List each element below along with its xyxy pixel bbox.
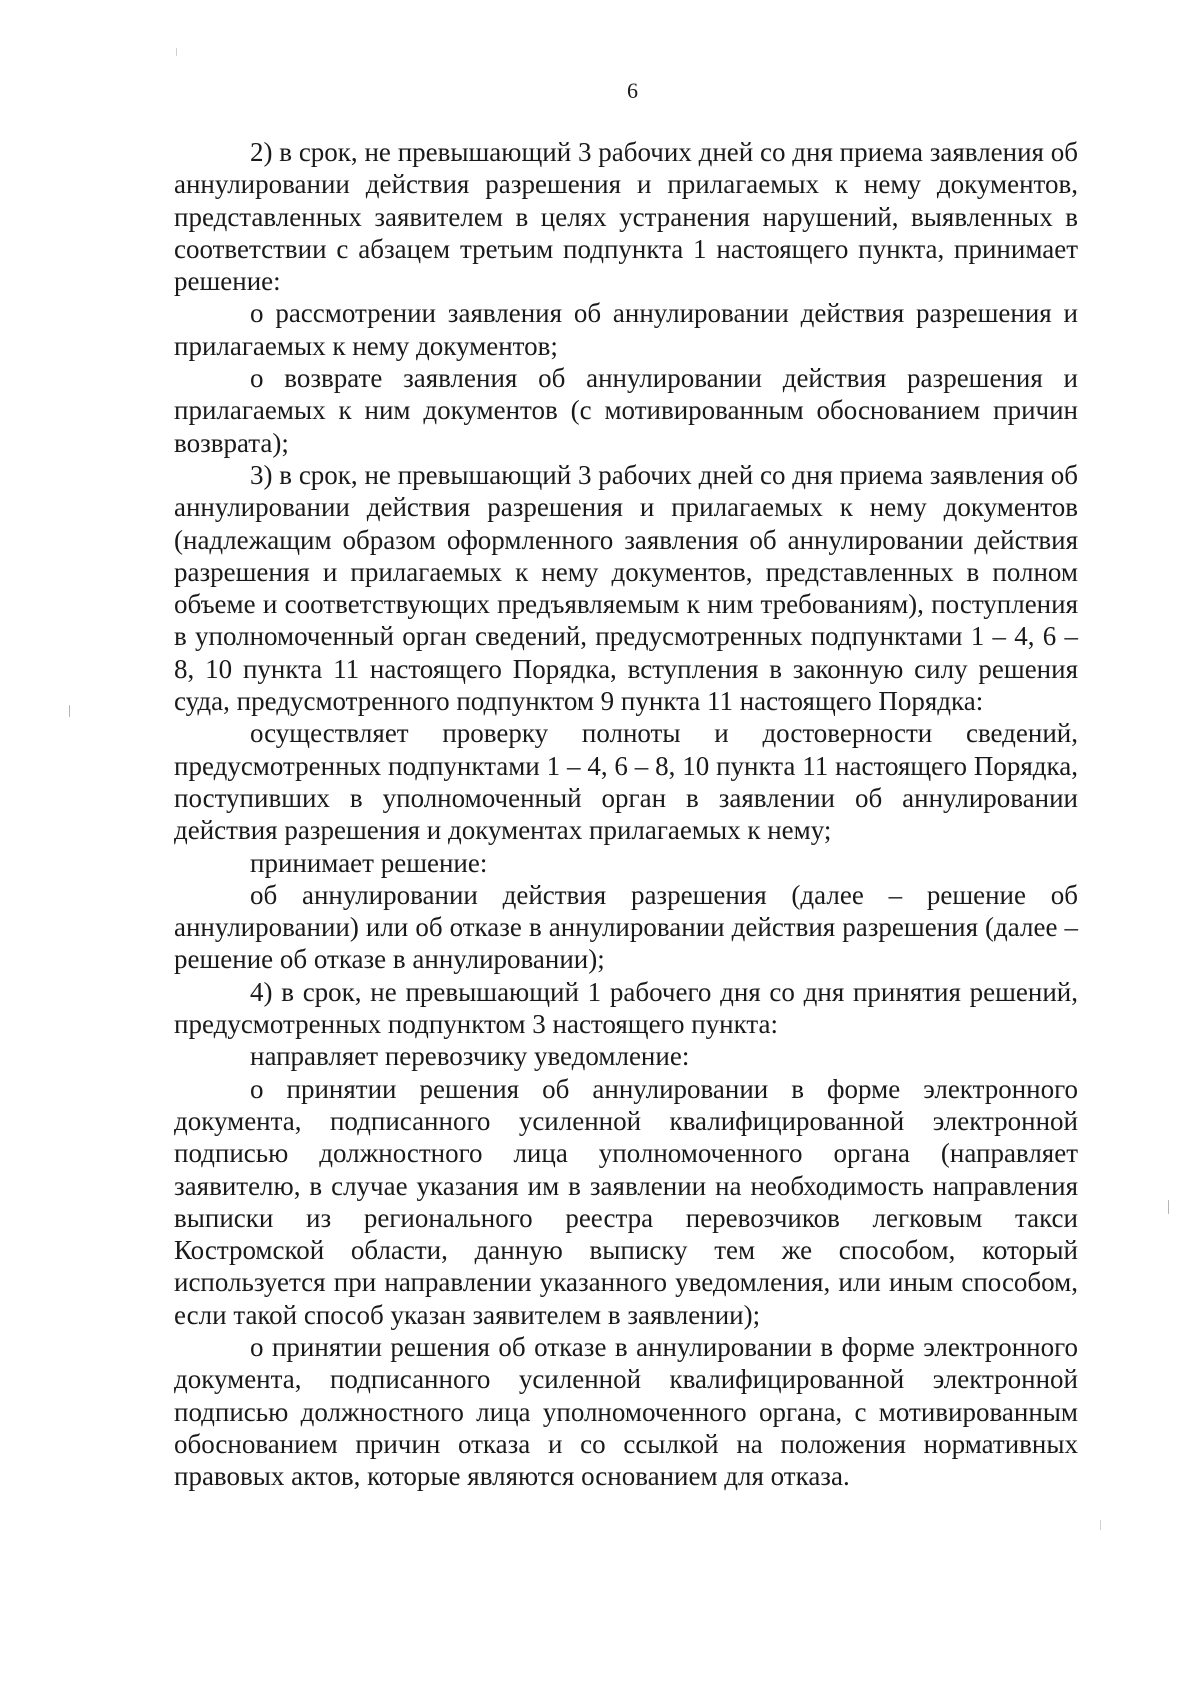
document-body	[174, 136, 1078, 1492]
paragraph-decision-consider: о рассмотрении заявления об аннулировании действия разрешения и прилагаемых к нему документов;	[174, 298, 1078, 361]
paragraph-decision-types: об аннулировании действия разрешения (далее – решение об аннулировании) или об отказе в аннулировании действия разрешения (далее – решение об отказе в аннулировании);	[174, 879, 1078, 975]
scan-speck	[1100, 1520, 1101, 1530]
paragraph-notice-annulment: о принятии решения об аннулировании в форме электронного документа, подписанного усиленной квалифицированной электронной подписью должностного лица уполномоченного органа (направляет заявителю, в случае указания им в заявлении на необходимость направления выписки из регионального реестра перевозчиков легковым такси Костромской области, данную выписку тем же способом, который используется при направлении указанного уведомления, или иным способом, если такой способ указан заявителем в заявлении);	[174, 1073, 1078, 1330]
page-number: 6	[627, 78, 638, 103]
paragraph-item-4: 4) в срок, не превышающий 1 рабочего дня со дня принятия решений, предусмотренных подпунктом 3 настоящего пункта:	[174, 976, 1078, 1040]
paragraph-sends-notice: направляет перевозчику уведомление:	[250, 1041, 690, 1072]
paragraph-notice-refusal: о принятии решения об отказе в аннулировании в форме электронного документа, подписанного усиленной квалифицированной электронной подписью должностного лица уполномоченного органа, с мотивированным обоснованием причин отказа и со ссылкой на положения нормативных правовых актов, которые являются основанием для отказа.	[174, 1331, 1078, 1492]
paragraph-item-2: 2) в срок, не превышающий 3 рабочих дней со дня приема заявления об аннулировании действия разрешения и прилагаемых к нему документов, представленных заявителем в целях устранения нарушений, выявленных в соответствии с абзацем третьим подпункта 1 настоящего пункта, принимает решение:	[174, 137, 1078, 297]
paragraph-verification: осуществляет проверку полноты и достоверности сведений, предусмотренных подпунктами 1 – 4, 6 – 8, 10 пункта 11 настоящего Порядка, поступивших в уполномоченный орган в заявлении об аннулировании действия разрешения и документах прилагаемых к нему;	[174, 718, 1078, 846]
scan-speck	[176, 48, 177, 56]
scan-speck	[1168, 1200, 1169, 1214]
paragraph-decision-return: о возврате заявления об аннулировании действия разрешения и прилагаемых к ним документов (с мотивированным обоснованием причин возврата);	[174, 363, 1078, 458]
paragraph-item-3: 3) в срок, не превышающий 3 рабочих дней со дня приема заявления об аннулировании действия разрешения и прилагаемых к нему документов (надлежащим образом оформленного заявления об аннулировании действия разрешения и прилагаемых к нему документов, представленных в полном объеме и соответствующих предъявляемым к ним требованиям), поступления в уполномоченный орган сведений, предусмотренных подпунктами 1 – 4, 6 – 8, 10 пункта 11 настоящего Порядка, вступления в законную силу решения суда, предусмотренного подпунктом 9 пункта 11 настоящего Порядка:	[174, 459, 1078, 717]
paragraph-makes-decision: принимает решение:	[250, 847, 488, 878]
scan-speck	[69, 705, 70, 717]
